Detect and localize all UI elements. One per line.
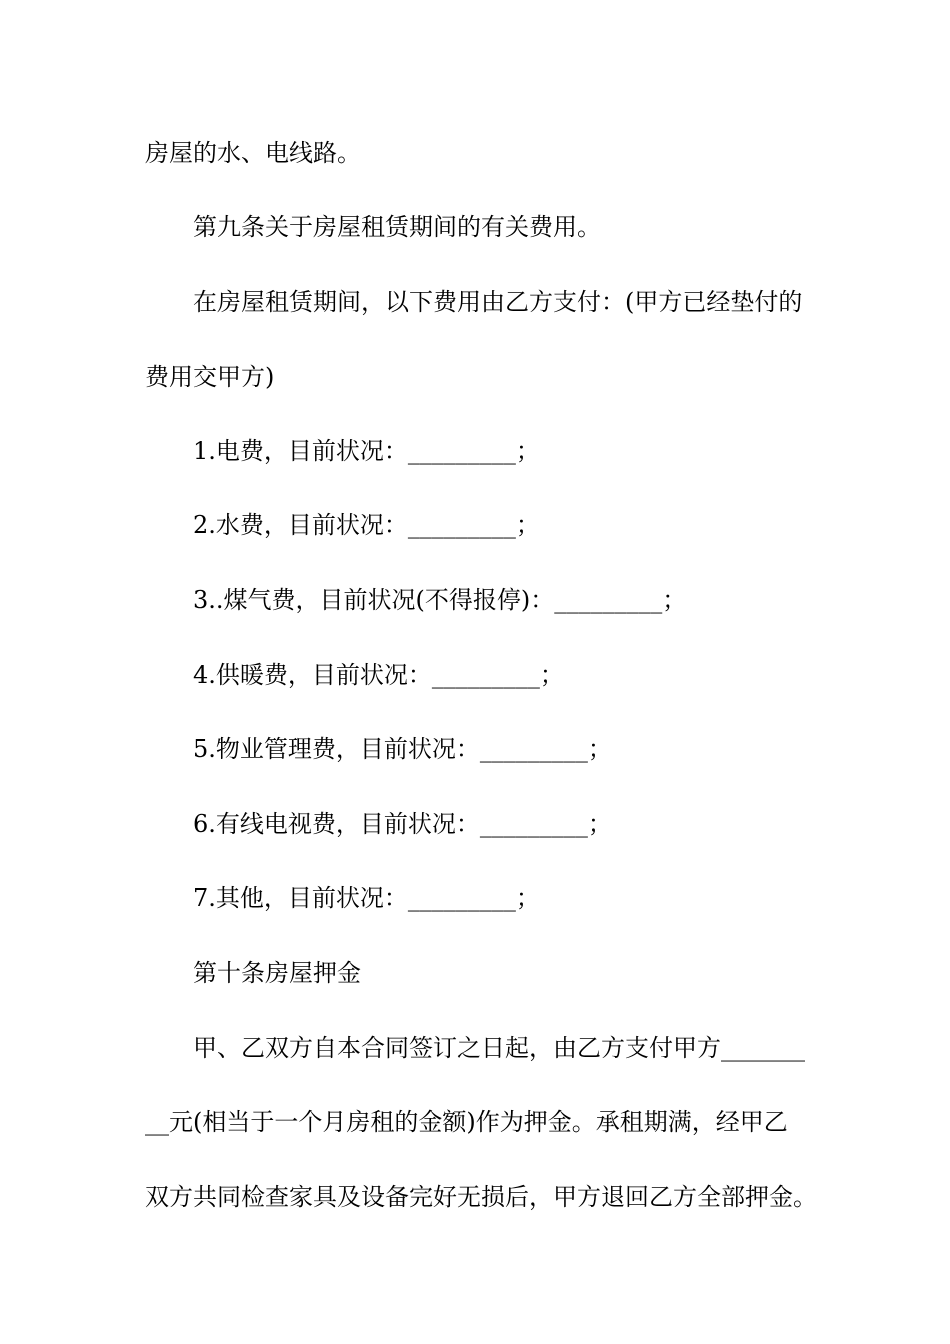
article-nine-heading: 第九条关于房屋租赁期间的有关费用。 (193, 213, 601, 241)
paragraph-line: 甲、乙双方自本合同签订之日起，由乙方支付甲方_______ (193, 1034, 805, 1062)
paragraph-line: 费用交甲方) (145, 363, 275, 391)
fee-item-gas: 3..煤气费，目前状况(不得报停)：_________； (193, 586, 687, 614)
fee-item-other: 7.其他，目前状况：_________； (193, 884, 540, 912)
article-ten-heading: 第十条房屋押金 (193, 959, 361, 987)
fee-item-property-management: 5.物业管理费，目前状况：_________； (193, 735, 612, 763)
fee-item-water: 2.水费，目前状况：_________； (193, 511, 540, 539)
paragraph-line: 双方共同检查家具及设备完好无损后，甲方退回乙方全部押金。 (145, 1183, 817, 1211)
fee-item-cable-tv: 6.有线电视费，目前状况：_________； (193, 810, 612, 838)
fee-item-heating: 4.供暖费，目前状况：_________； (193, 661, 564, 689)
paragraph-line: 房屋的水、电线路。 (145, 139, 361, 167)
fee-item-electricity: 1.电费，目前状况：_________； (193, 437, 540, 465)
paragraph-line: __元(相当于一个月房租的金额)作为押金。承租期满，经甲乙 (145, 1108, 788, 1136)
paragraph-line: 在房屋租赁期间，以下费用由乙方支付：(甲方已经垫付的 (193, 288, 803, 316)
